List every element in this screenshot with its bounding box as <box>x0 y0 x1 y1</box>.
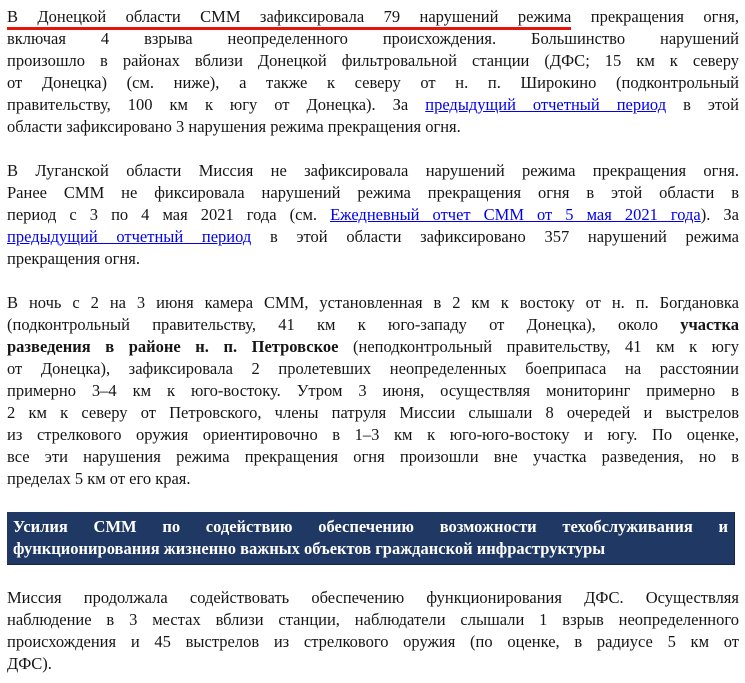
section-header-bar <box>7 512 735 565</box>
red-underlined-text: В Донецкой области СММ зафиксировала 79 нарушений режима <box>7 7 571 30</box>
text-segment: прекращения огня. <box>7 249 140 268</box>
text-line <box>7 204 739 226</box>
hyperlink[interactable]: предыдущий отчетный период <box>425 95 667 114</box>
text-segment: в этой <box>666 95 739 114</box>
text-line <box>7 50 739 72</box>
hyperlink[interactable]: предыдущий отчетный период <box>7 227 252 246</box>
text-segment: в этой области зафиксировано 357 нарушений режима <box>251 227 739 246</box>
text-line <box>7 160 739 182</box>
luhansk-violations-paragraph <box>7 160 739 270</box>
text-line <box>7 226 739 248</box>
text-segment: (неподконтрольный правительству, 41 км к югу <box>338 337 739 356</box>
text-segment: (подконтрольный правительству, 41 км к юго-западу от Донецка), около <box>7 315 681 334</box>
text-line <box>7 292 739 314</box>
text-line <box>7 380 739 402</box>
text-line <box>7 28 739 50</box>
text-segment: Ранее СММ не фиксировала нарушений режима прекращения огня в этой области в <box>7 183 739 202</box>
text-segment: из стрелкового оружия ориентировочно в 1–3 км к юго-юго-востоку и югу. По оценке, <box>7 425 739 444</box>
text-segment: пределах 5 км от его края. <box>7 469 191 488</box>
text-line <box>7 6 739 28</box>
text-line <box>7 653 739 675</box>
text-segment: области зафиксировано 3 нарушения режима прекращения огня. <box>7 117 461 136</box>
hyperlink[interactable]: Ежедневный отчет СММ от 5 мая 2021 года <box>330 205 701 224</box>
text-line <box>7 468 739 490</box>
text-line <box>7 94 739 116</box>
text-line <box>7 609 739 631</box>
text-segment: наблюдение в 3 местах вблизи станции, наблюдатели слышали 1 взрыв неопределенного <box>7 610 739 629</box>
text-segment: Миссия продолжала содействовать обеспечению функционирования ДФС. Осуществляя <box>7 588 739 607</box>
text-line <box>13 538 728 560</box>
text-segment: все эти нарушения режима прекращения огня произошли вне участка разведения, но в <box>7 447 739 466</box>
text-segment: В ночь с 2 на 3 июня камера СММ, установленная в 2 км к востоку от н. п. Богдановка <box>7 293 739 312</box>
text-segment: примерно 3–4 км к юго-востоку. Утром 3 июня, осуществляя мониторинг примерно в <box>7 381 739 400</box>
dfs-facilitation-paragraph <box>7 587 739 675</box>
text-line <box>7 358 739 380</box>
text-segment: происхождения и 45 выстрелов из стрелкового оружия (по оценке, в радиусе 5 км от <box>7 632 739 651</box>
text-line <box>7 72 739 94</box>
text-line <box>7 402 739 424</box>
text-segment: участка <box>680 315 739 334</box>
disengagement-area-paragraph <box>7 292 739 490</box>
text-line <box>13 516 728 538</box>
text-segment: от Донецка) (см. ниже), а также к северу от н. п. Широкино (подконтрольный <box>7 73 739 92</box>
donetsk-violations-paragraph <box>7 6 739 138</box>
text-line <box>7 248 739 270</box>
text-segment: разведения в районе н. п. Петровское <box>7 337 339 356</box>
text-segment: правительству, 100 км к югу от Донецка). За <box>7 95 426 114</box>
text-line <box>7 336 739 358</box>
text-line <box>7 182 739 204</box>
text-line <box>7 314 739 336</box>
text-segment: Усилия СММ по содействию обеспечению возможности техобслуживания и <box>13 517 728 536</box>
text-segment: произошло в районах вблизи Донецкой фильтровальной станции (ДФС; 15 км к северу <box>7 51 739 70</box>
text-segment: от Донецка), зафиксировала 2 пролетевших неопределенных боеприпаса на расстоянии <box>7 359 739 378</box>
text-segment: функционирования жизненно важных объектов гражданской инфраструктуры <box>13 539 606 558</box>
text-line <box>7 424 739 446</box>
report-document <box>7 6 739 675</box>
text-segment: включая 4 взрыва неопределенного происхождения. Большинство нарушений <box>7 29 739 48</box>
text-line <box>7 631 739 653</box>
text-segment: ДФС). <box>7 654 52 673</box>
text-line <box>7 587 739 609</box>
text-segment: прекращения огня, <box>571 7 739 26</box>
text-line <box>7 446 739 468</box>
text-line <box>7 116 739 138</box>
text-segment: период с 3 по 4 мая 2021 года (см. <box>7 205 331 224</box>
text-segment: ). За <box>700 205 739 224</box>
text-segment: В Луганской области Миссия не зафиксировала нарушений режима прекращения огня. <box>7 161 739 180</box>
text-segment: 2 км к северу от Петровского, члены патруля Миссии слышали 8 очередей и выстрелов <box>7 403 739 422</box>
